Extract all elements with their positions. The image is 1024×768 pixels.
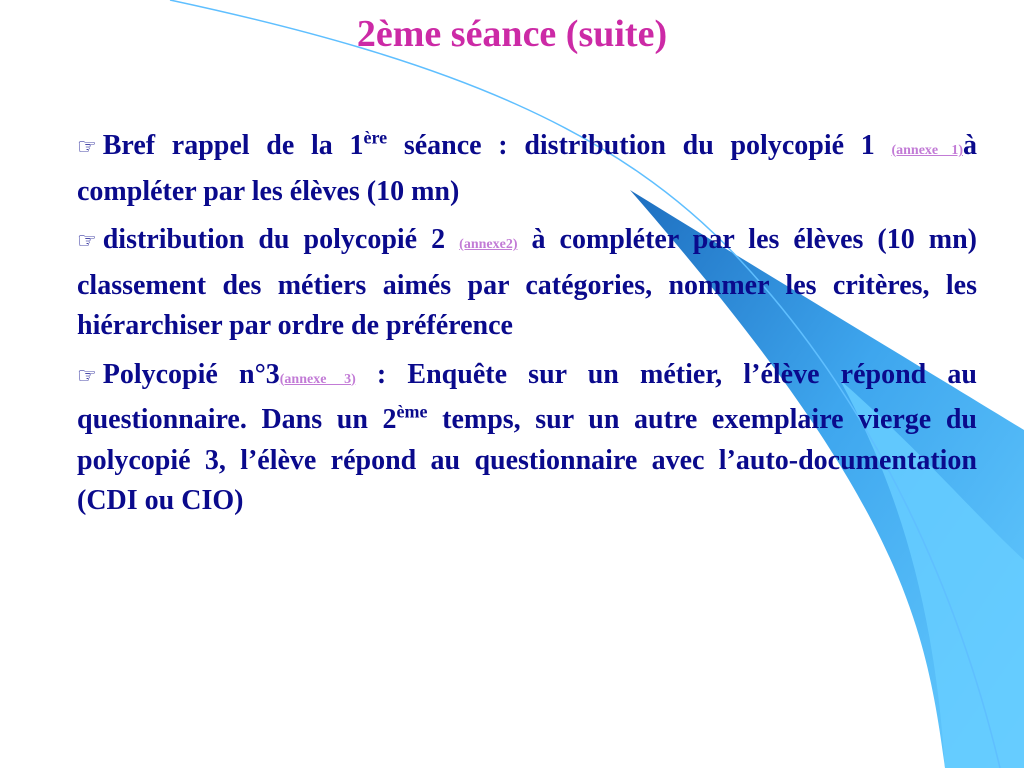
bullet-3-text-c: temps, sur un autre exemplaire vierge du polycopié 3, l’élève répond au questionnaire avec l’auto-documentation (CDI ou CIO): [77, 404, 977, 516]
annexe-1-link[interactable]: (annexe 1): [891, 143, 963, 158]
bullet-3-text-b: : Enquête sur un métier, l’élève répond au questionnaire. Dans un 2: [77, 358, 977, 435]
bullet-item-2: [77, 220, 977, 347]
bullet-3-superscript: ème: [396, 401, 428, 422]
bullet-1-superscript: ère: [363, 127, 388, 148]
bullet-1-text-c: à compléter par les élèves (10 mn): [77, 130, 977, 207]
annexe-3-link[interactable]: (annexe 3): [279, 371, 356, 387]
bullet-item-3: [77, 355, 977, 522]
bullet-list: [77, 126, 977, 530]
pointing-hand-icon: ☞: [77, 134, 97, 159]
slide-title: 2ème séance (suite): [356, 13, 668, 55]
bullet-3-text-a: Polycopié n°3: [102, 358, 280, 390]
bullet-2-text-b: à compléter par les élèves (10 mn) classement des métiers aimés par catégories, nommer les critères, les hiérarchiser par ordre de préférence: [77, 224, 977, 341]
bullet-1-text-a: Bref rappel de la 1: [102, 130, 364, 161]
pointing-hand-icon: ☞: [77, 228, 97, 253]
pointing-hand-icon: ☞: [77, 362, 97, 388]
bullet-1-text-b: séance : distribution du polycopié 1: [387, 130, 892, 161]
bullet-item-1: [77, 126, 977, 212]
bullet-2-text-a: distribution du polycopié 2: [102, 224, 460, 255]
annexe-2-link[interactable]: (annexe2): [459, 237, 518, 252]
